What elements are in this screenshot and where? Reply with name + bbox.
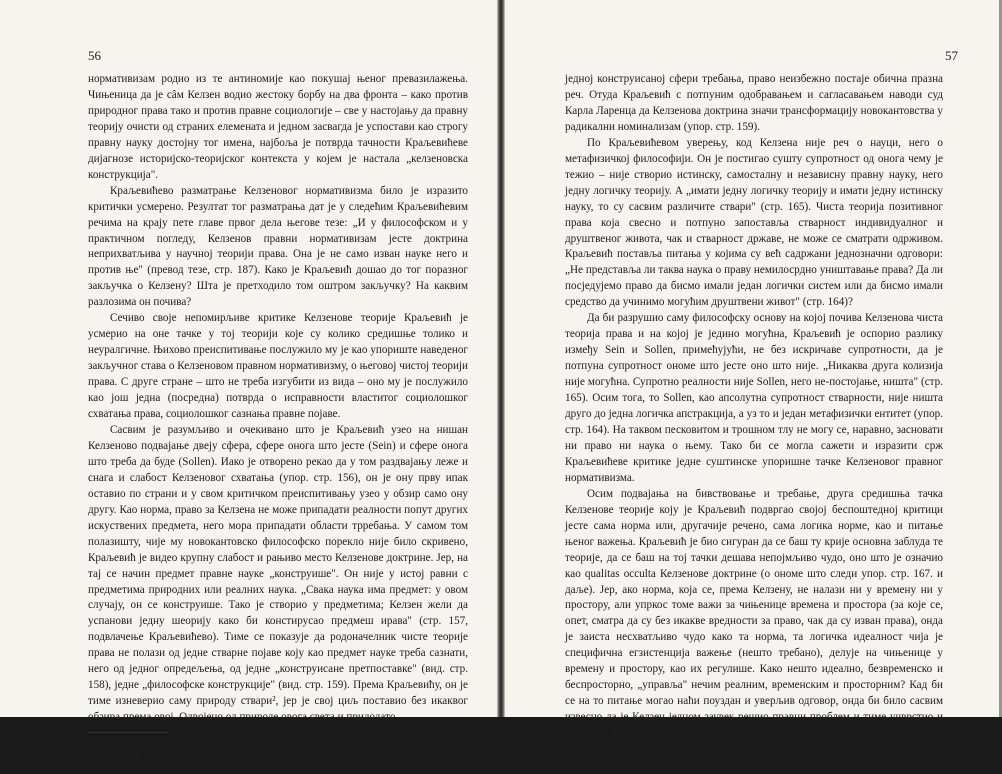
page-number: 56 [88, 48, 101, 63]
right-page [505, 0, 1002, 771]
paragraph: Краљевићево разматрање Келзеновог нормативизма било је изразито критички усмерено. Резултат тог разматрања дат је у следећим Краљевићевим речима на крају пете главе првог дела његове тезе: „И у философском и у практичном погледу, Келзенов правни нормативизам јесте доктрина неприхватљива у научној теорији права. Она је не само изван науке него и против ње" (превод тезе, стр. 187). Како је Краљевић дошао до тог поразног закључка о Келзену? Шта је претходило том оштром закључку? На каквим разлозима он почива? [88, 184, 468, 309]
page-body [565, 72, 943, 774]
page-number: 57 [945, 48, 958, 63]
left-page [0, 0, 497, 770]
paragraph: једној конструисаној сфери требања, право неизбежно постаје обична празна реч. Отуда Краљевић с потпуним одобравањем и сагласавањем наводи суд Карла Ларенца да Келзенова доктрина значи трансформацију новокантовства у радикални номинализам (упор. стр. 159). [565, 73, 943, 133]
paragraph: По Краљевићевом уверењу, код Келзена није реч о науци, него о метафизичкој философији. Он је постигао сушту супротност од онога чему је тежио – није створио истинску, самосталну и независну правну науку, него једну логичку теорију. А „имати једну логичку теорију и имати једну истинску науку, то су сасвим различите ствари" (стр. 165). Чиста теорија позитивног права која свесно и потпуно запоставља стварност индивидуалног и друштвеног живота, чак и стварност државе, не може се сматрати одрживом. Краљевић поставља питања у којима су већ садржани једнозначни одговори: „Не представља ли таква наука о праву немилосрдно уништавање права? Да ли посједујемо право да бисмо имали један логички систем или да бисмо имали средство да учинимо могућим друштвени живот" (стр. 164)? [565, 136, 943, 309]
paragraph: Сечиво своје непомирљиве критике Келзенове теорије Краљевић је усмерио на оне тачке у тој теорији које су колико средишње толико и неуралгичне. Њихово преиспитивање послужило му је као упориште наведеног закључног става о Келзеновом правном нормативизму, о његовој чистој теорији права. С друге стране – што не треба изгубити из вида – оно му је послужило као још једна (посредна) потврда о исправности властитог социолошког схватања права, социолошког сазнања правне појаве. [88, 312, 468, 421]
book-spine [497, 0, 505, 717]
paragraph: Да би разрушио саму философску основу на којој почива Келзенова чиста теорија права и на којој је једино могућна, Краљевић је оспорио разлику између Sein и Sollen, примећујући, не без искричаве супротности, да је потпуна супротност ономе што јесте оно што није. „Никаква друга колизија није могућна. Супротно реалности није Sollen, него не-постојање, ништа" (стр. 165). Осим тога, то Sollen, као апсолутна супротност стварности, није ништа друго до једна логичка апстракција, а уз то и један метафизички ентитет (упор. стр. 164). На таквом песковитом и трошном тлу не могу се, наравно, засновати ни право ни наука о њему. Тако би се могла сажети и изразити срж Краљевићеве критике једне суштинске упоришне тачке Келзеновог правног нормативизма. [565, 312, 943, 484]
paragraph: Сасвим је разумљиво и очекивано што је Краљевић узео на нишан Келзеново подвајање двеју сфера, сфере онога што јесте (Sein) и сфере онога што треба да буде (Sollen). Иако је отворено рекао да у том раздвајању леже и снага и слабост Келзеновог схватања (упор. стр. 156), он је ону прву ипак оставио по страни и у свом критичком преиспитивању узео у обзир само ону другу. Као норма, право за Келзена не може припадати реалности попут других искуствених предмета, него мора припадати области трребања. У самом том полазишту, чије му новокантовско философско порекло није било скривено, Краљевић је видео крупну слабост и рањиво место Келзенове доктрине. Јер, на тај се начин предмет правне науке „конструише". Он није у истој равни с предметима природних или реалних наука. „Свака наука има предмет: у овом случају, он се конструише. Тако је створио у предметима; Келзен жели да успанови једну шеорију како би констирусао предмеш ирава" (стр. 157, подвлачење Краљевићево). Тиме се показује да родоначелник чисте теорије права не полази од једне стварне појаве коју као предмет науке треба сазнати, него од једног опредељења, од једне „конструисане претпоставке" (вид. стр. 158), једне „философске конструкције" (вид. стр. 159). Према Краљевићу, он је тиме изневерио саму природу ствари², јер је свој циљ поставио без икаквог обзира према овој. Одвојено од природе овога света и придодато [88, 423, 468, 724]
paragraph: Осим подвајања на бивствовање и требање, друга средишња тачка Келзенове теорије коју је Краљевић подвргао својој беспоштедној критици јесте сама норма или, другачије речено, сама логика норме, као и питање њеног важења. Краљевић је био сигуран да се баш ту крије основна заблуда те теорије, да се баш на тој тачки дешава непојмљиво чудо, оно што је означио као qualitas occulta Келзенове доктрине (о ономе што следи упор. стр. 167. и даље). Јер, ако норма, која се, према Келзену, не налази ни у времену ни у простору, али упркос томе важи за чињенице времена и простора (за које се, опет, сматра да су без икакве вредности за право, чак да су изван права), онда је заиста несхватљиво чудо како та норма, та логичка идеалност чија је специфична егзистенција важење (нешто требано), делује на чињенице у времену и простору, као их регулише. Како нешто идеално, безвременско и беспросторно, „управља" нечим реалним, временским и просторним? Кад би се на то питање могао наћи поуздан и уверљив одговор, онда би било сасвим извесно да је Келзен једном заувек решио правни проблем и тиме учврстио и осигурао научност правне науке. Краљевић је, међутим, био уверен да такав одговора нема нити да га може бити. Штавише, баш се ту показује да се Келзенов нормативизам на- [565, 487, 943, 771]
footnote-rule [88, 732, 168, 733]
footnote: ² Веома је занимљиво приметити да се појам „природа ствари" (nature des choses) сусреће на многим местима Краљевићеве тезе. Очигледно, она је била важан топос његових научно и социолошки опредељених разматрања, као и његове аргументације уопште. [88, 737, 468, 770]
page-body [88, 72, 468, 770]
paragraph: нормативизам родио из те антиномије као покушај њеног превазилажења. Чињеница да је сâм Келзен водио жестоку борбу на два фронта – како против природног права тако и против правне социологије – све у настојању да правну теорију очисти од страних елемената и једном засвагда је успостави као строгу правну науку достојну тог имена, најбоља је потврда тачности Краљевићеве дијагнозе историјско-теоријског контекста у којем је настала „келзеновска конструкција". [88, 73, 468, 181]
